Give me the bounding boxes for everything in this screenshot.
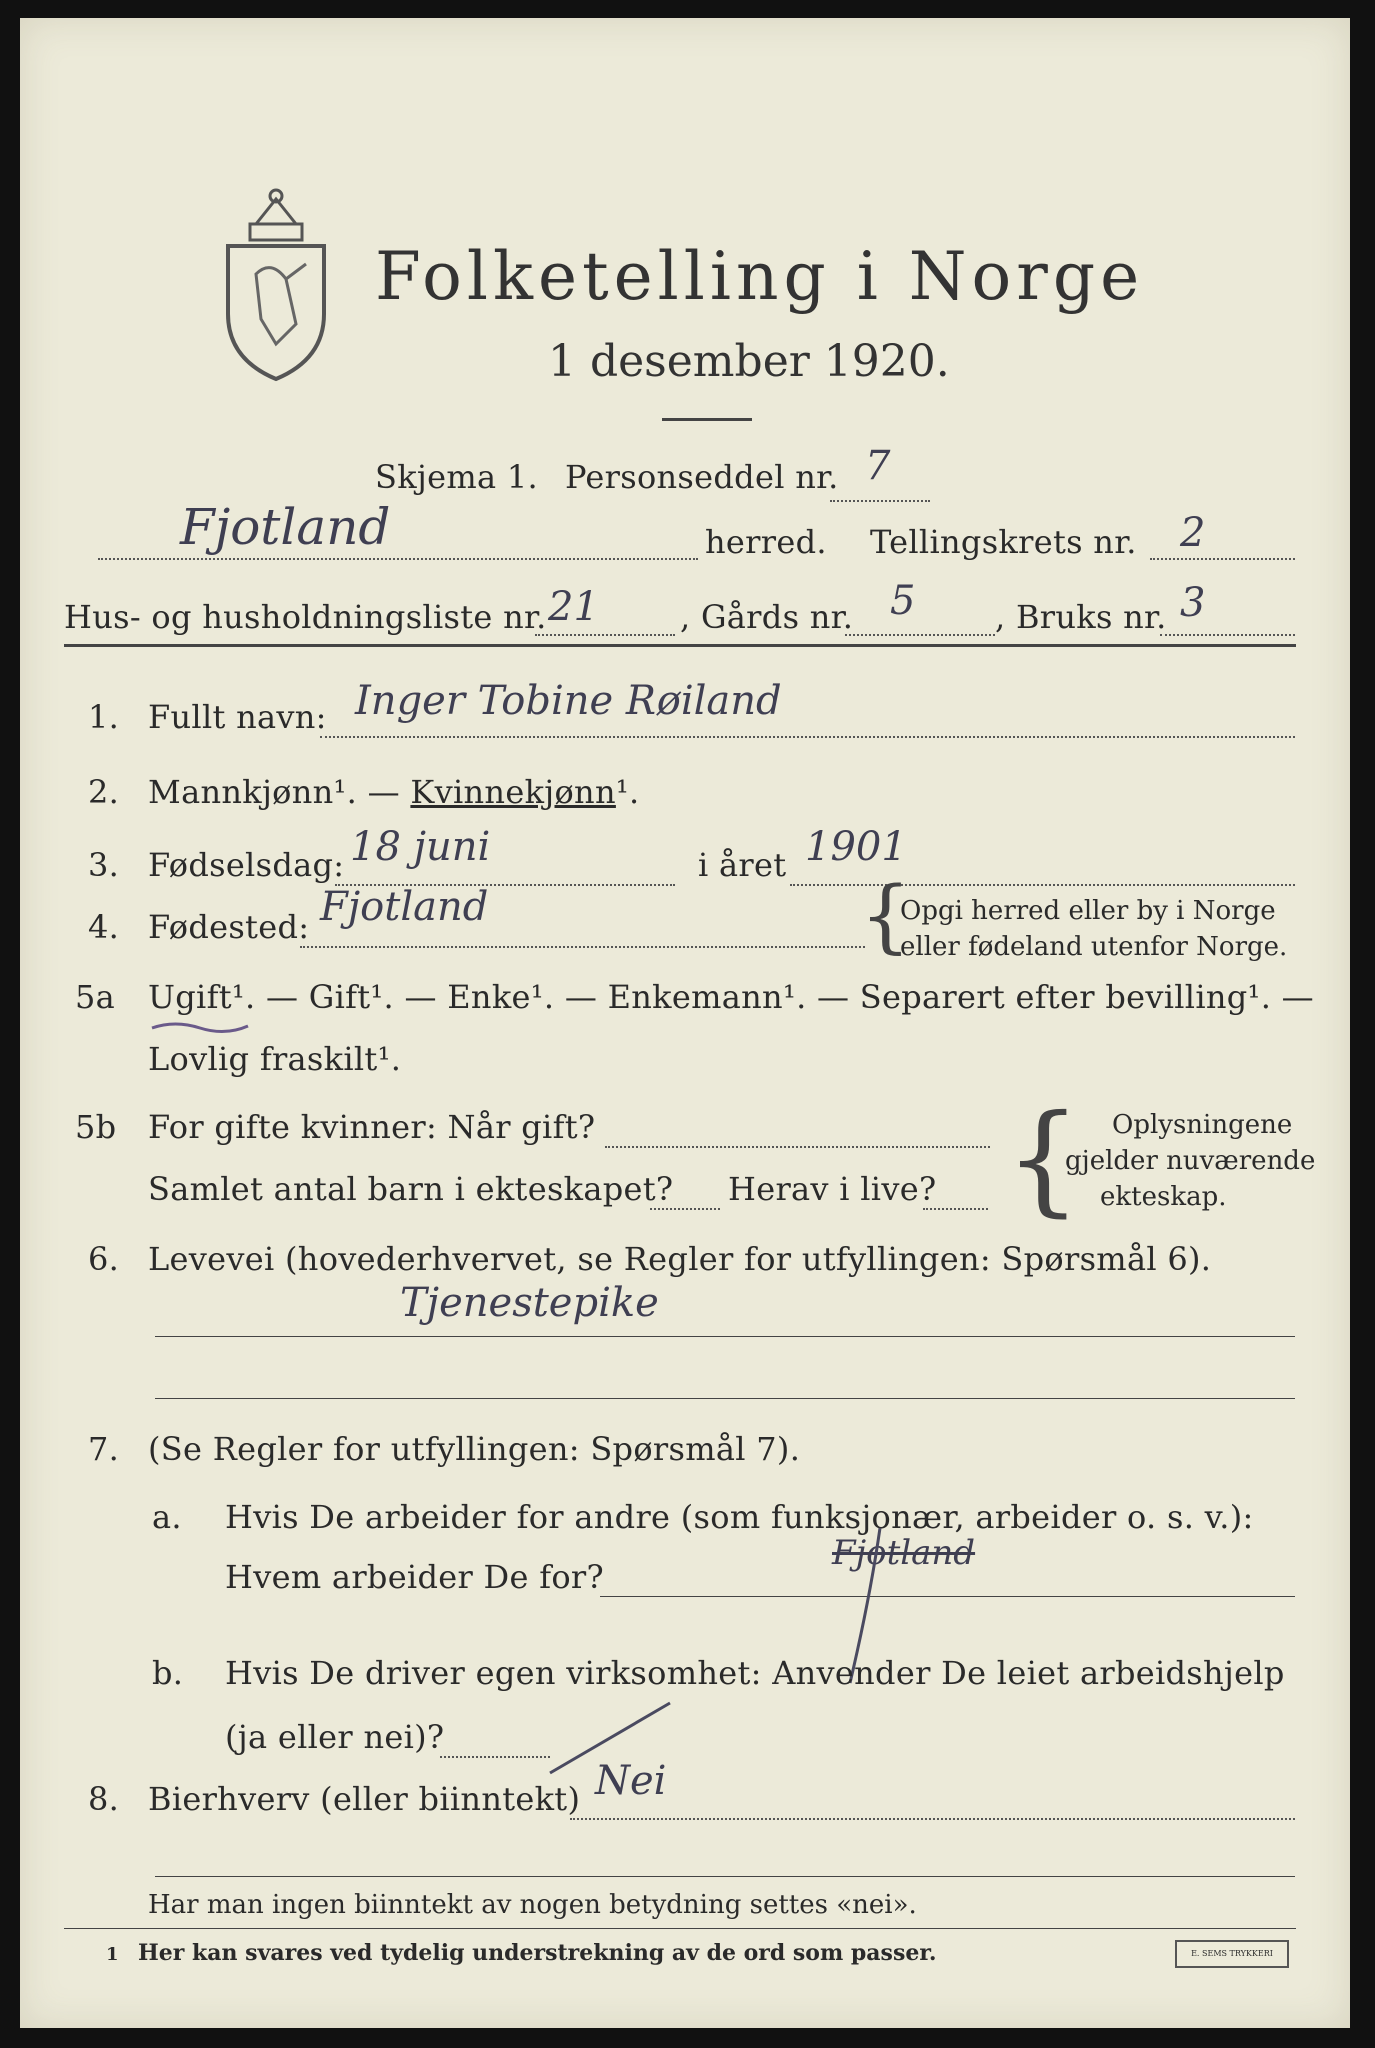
marital-status-options[interactable]: Ugift¹. — Gift¹. — Enke¹. — Enkemann¹. — Separert efter bevilling¹. —: [148, 978, 1314, 1016]
married-date-field-line: [605, 1146, 990, 1148]
q7-label: (Se Regler for utfyllingen: Spørsmål 7).: [148, 1430, 801, 1468]
children-alive-label: Herav i live?: [728, 1170, 937, 1208]
q5b-number: 5b: [75, 1108, 117, 1146]
census-form-sheet: [20, 18, 1350, 2028]
q7a-line2: Hvem arbeider De for?: [225, 1558, 604, 1596]
q4-label: Fødested:: [148, 908, 310, 946]
census-date: 1 desember 1920.: [548, 336, 950, 387]
personseddel-value[interactable]: 7: [865, 443, 891, 489]
q1-number: 1.: [88, 698, 120, 736]
skjema-label: Skjema 1.: [375, 458, 538, 496]
marriage-note-line2: gjelder nuværende: [1065, 1146, 1316, 1176]
birthplace-note-brace: {: [860, 869, 911, 962]
side-income-field-line-2: [155, 1876, 1295, 1877]
q7a-letter: a.: [152, 1498, 182, 1536]
ugift-underline-mark: [150, 1018, 250, 1038]
printer-stamp: [1175, 1940, 1289, 1968]
printer-stamp-text: E. SEMS TRYKKERI: [1191, 1949, 1273, 1958]
q7a-line1: Hvis De arbeider for andre (som funksjonær, arbeider o. s. v.):: [225, 1498, 1254, 1536]
q1-label: Fullt navn:: [148, 698, 327, 736]
q3-label: Fødselsdag:: [148, 846, 345, 884]
birthplace-note-line2: eller fødeland utenfor Norge.: [900, 932, 1288, 962]
q4-number: 4.: [88, 908, 120, 946]
tellingskrets-field-line: [1150, 558, 1295, 560]
q5b-line1-label: For gifte kvinner: Når gift?: [148, 1108, 596, 1146]
birth-year-value[interactable]: 1901: [805, 824, 907, 870]
side-income-value[interactable]: Nei: [595, 1758, 667, 1804]
employer-value-struck[interactable]: Fjotland: [832, 1533, 976, 1573]
side-income-field-line: [570, 1818, 1295, 1820]
footnote-text: Her kan svares ved tydelig understrekning av de ord som passer.: [138, 1940, 937, 1966]
tellingskrets-label: Tellingskrets nr.: [870, 523, 1137, 561]
bruks-label: , Bruks nr.: [995, 598, 1167, 636]
marriage-note-brace: {: [1005, 1090, 1082, 1229]
male-option[interactable]: Mannkjønn¹. —: [148, 773, 411, 811]
marriage-note-line1: Oplysningene: [1112, 1110, 1293, 1140]
female-option-mark: ¹.: [615, 773, 640, 811]
q3-number: 3.: [88, 846, 120, 884]
q6-label: Levevei (hovederhvervet, se Regler for utfyllingen: Spørsmål 6).: [148, 1240, 1212, 1278]
marriage-note-line3: ekteskap.: [1100, 1182, 1227, 1212]
husholdningsliste-label: Hus- og husholdningsliste nr.: [64, 598, 547, 636]
q7b-letter: b.: [152, 1654, 184, 1692]
footer-note: Har man ingen biinntekt av nogen betydning settes «nei».: [148, 1890, 917, 1920]
q8-number: 8.: [88, 1780, 120, 1818]
personseddel-field-line: [830, 500, 930, 502]
occupation-field-line-2: [155, 1398, 1295, 1399]
q8-label: Bierhverv (eller biinntekt): [148, 1780, 581, 1818]
birthplace-note-line1: Opgi herred eller by i Norge: [900, 896, 1276, 926]
q6-number: 6.: [88, 1240, 120, 1278]
herred-field-line: [98, 558, 698, 560]
gards-value[interactable]: 5: [890, 578, 916, 624]
personseddel-label: Personseddel nr.: [565, 458, 839, 496]
bruks-field-line: [1160, 634, 1295, 636]
birthplace-value[interactable]: Fjotland: [320, 884, 489, 930]
children-alive-field-line: [923, 1208, 988, 1210]
sex-options[interactable]: [148, 773, 640, 811]
bruks-value[interactable]: 3: [1180, 580, 1206, 626]
title-rule: [662, 418, 752, 421]
full-name-value[interactable]: Inger Tobine Røiland: [355, 678, 782, 724]
gards-field-line: [845, 634, 995, 636]
lovlig-fraskilt-option[interactable]: Lovlig fraskilt¹.: [148, 1040, 402, 1078]
occupation-value[interactable]: Tjenestepike: [400, 1280, 659, 1326]
husholdningsliste-value[interactable]: 21: [548, 584, 599, 630]
herred-value[interactable]: Fjotland: [180, 498, 391, 556]
birthplace-field-line: [300, 946, 865, 948]
q7b-line2: (ja eller nei)?: [225, 1718, 445, 1756]
tellingskrets-value[interactable]: 2: [1180, 510, 1206, 556]
hired-help-field-line: [440, 1756, 550, 1758]
coat-of-arms-icon: [216, 184, 336, 384]
herred-label: herred.: [705, 523, 827, 561]
husholdningsliste-field-line: [535, 634, 675, 636]
occupation-field-line: [155, 1336, 1295, 1337]
q2-number: 2.: [88, 773, 120, 811]
gards-label: , Gårds nr.: [680, 598, 854, 636]
footnote-marker: 1: [106, 1944, 119, 1965]
children-count-field-line: [650, 1208, 720, 1210]
form-title: Folketelling i Norge: [375, 238, 1145, 315]
employer-field-line: [600, 1596, 1295, 1597]
q5a-number: 5a: [75, 978, 116, 1016]
female-option-underlined[interactable]: Kvinnekjønn: [410, 773, 616, 811]
q7-number: 7.: [88, 1430, 120, 1468]
children-count-label: Samlet antal barn i ekteskapet?: [148, 1170, 674, 1208]
footnote-divider: [64, 1928, 1296, 1929]
q1-field-line: [320, 736, 1295, 738]
header-divider: [64, 644, 1296, 647]
birthdate-value[interactable]: 18 juni: [350, 824, 491, 870]
birth-year-label: i året: [698, 846, 787, 884]
q7b-line1: Hvis De driver egen virksomhet: Anvender De leiet arbeidshjelp: [225, 1654, 1285, 1692]
